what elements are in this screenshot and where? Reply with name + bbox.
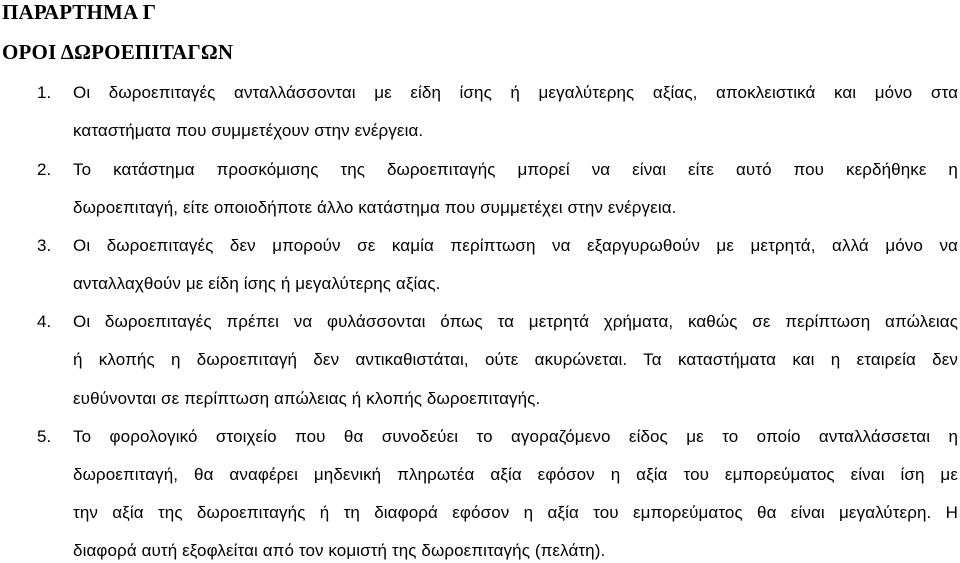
item-number: 3. <box>37 236 52 255</box>
section-title: ΟΡΟΙ ΔΩΡΟΕΠΙΤΑΓΩΝ <box>2 40 234 64</box>
item-text-line: ανταλλαχθούν με είδη ίσης ή μεγαλύτερης αξίας. <box>73 274 441 293</box>
item-number: 1. <box>37 83 52 102</box>
item-text-line: δωροεπιταγή, είτε οποιοδήποτε άλλο κατάστημα που συμμετέχει στην ενέργεια. <box>73 198 677 217</box>
appendix-title: ΠΑΡΑΡΤΗΜΑ Γ <box>2 0 157 24</box>
item-number: 2. <box>37 160 52 179</box>
item-text-line: ευθύνονται σε περίπτωση απώλειας ή κλοπής δωροεπιταγής. <box>73 389 541 408</box>
item-text-line: Οι δωροεπιταγές δεν μπορούν σε καμία περίπτωση να εξαργυρωθούν με μετρητά, αλλά μόνο να <box>73 236 958 255</box>
item-text-line: διαφορά αυτή εξοφλείται από τον κομιστή της δωροεπιταγής (πελάτη). <box>73 541 606 560</box>
item-text-line: Οι δωροεπιταγές ανταλλάσσονται με είδη ίσης ή μεγαλύτερης αξίας, αποκλειστικά και μόνο στα <box>73 83 958 102</box>
item-text-line: Το κατάστημα προσκόμισης της δωροεπιταγής μπορεί να είναι είτε αυτό που κερδήθηκε η <box>73 160 958 179</box>
item-number: 5. <box>37 427 52 446</box>
item-text-line: καταστήματα που συμμετέχουν στην ενέργεια. <box>73 121 424 140</box>
item-text-line: Οι δωροεπιταγές πρέπει να φυλάσσονται όπως τα μετρητά χρήματα, καθώς σε περίπτωση απώλειας <box>73 312 958 331</box>
item-number: 4. <box>37 312 52 331</box>
item-text-line: δωροεπιταγή, θα αναφέρει μηδενική πληρωτέα αξία εφόσον η αξία του εμπορεύματος είναι ίση με <box>73 465 958 484</box>
item-text-line: Το φορολογικό στοιχείο που θα συνοδεύει το αγοραζόμενο είδος με το οποίο ανταλλάσσεται η <box>73 427 958 446</box>
item-text-line: την αξία της δωροεπιταγής ή τη διαφορά εφόσον η αξία του εμπορεύματος θα είναι μεγαλύτερη. Η <box>73 503 958 522</box>
item-text-line: ή κλοπής η δωροεπιταγή δεν αντικαθιστάται, ούτε ακυρώνεται. Τα καταστήματα και η εταιρεία δεν <box>73 350 958 369</box>
